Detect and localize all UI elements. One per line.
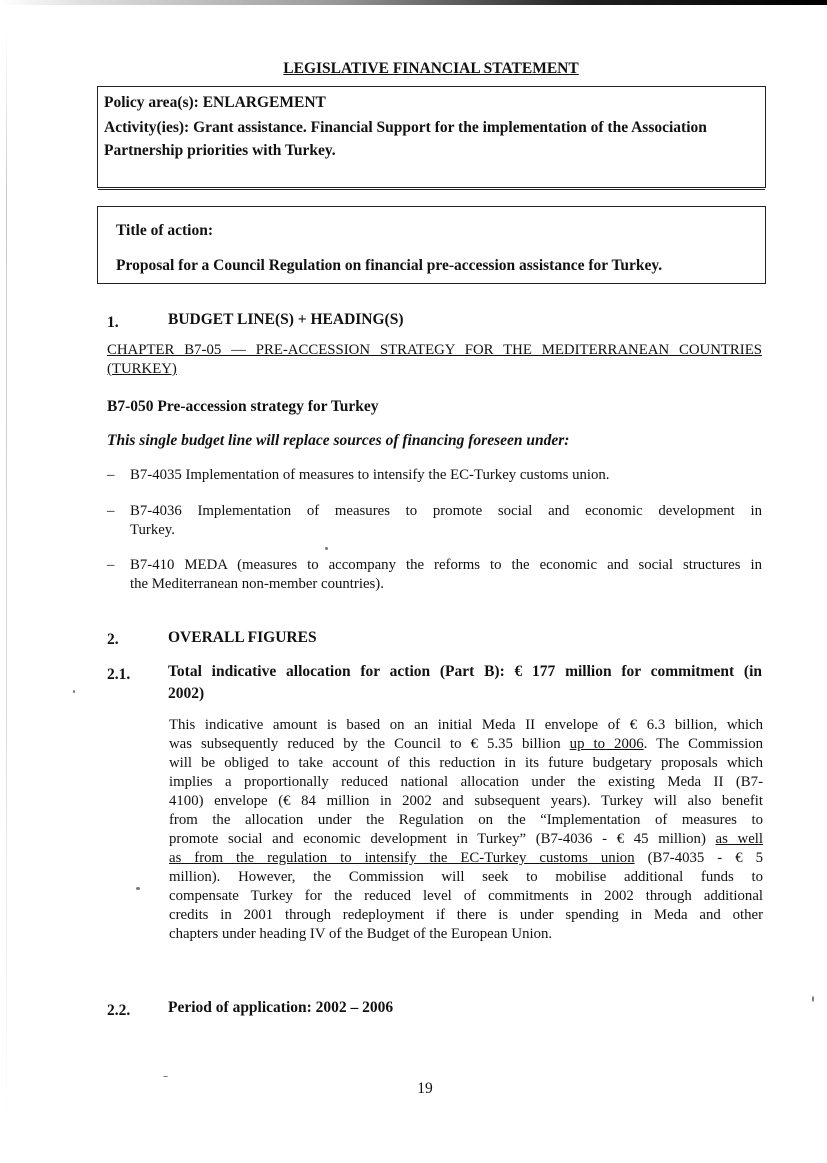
page-number: 19 <box>417 1080 433 1097</box>
policy-box <box>97 86 766 188</box>
section-1-number: 1. <box>107 314 119 331</box>
text-run: . The Commission <box>643 736 763 752</box>
section-2-2-number: 2.2. <box>107 1002 131 1019</box>
scan-speck <box>163 1076 168 1077</box>
text-run: was subsequently reduced by the Council to € 5.35 billion <box>169 736 570 752</box>
bullet-text-line-2: Turkey. <box>130 522 175 538</box>
budget-line: B7-050 Pre-accession strategy for Turkey <box>107 398 379 415</box>
paragraph-line <box>169 735 763 754</box>
bullet-item <box>107 466 762 485</box>
paragraph-line: will be obliged to take account of this reduction in its future budgetary proposals which <box>169 755 763 771</box>
text-run: (B7-4035 - € 5 <box>634 850 763 866</box>
section-2-1-heading-line-1: Total indicative allocation for action (Part B): € 177 million for commitment (in <box>168 663 762 680</box>
paragraph-line: million). However, the Commission will seek to mobilise additional funds to <box>169 869 763 885</box>
box-rule <box>98 189 765 190</box>
allocation-paragraph <box>169 716 763 944</box>
paragraph-line: from the allocation under the Regulation on the “Implementation of measures to <box>169 812 763 828</box>
bullet-item <box>107 556 762 594</box>
section-2-1-heading-line-2: 2002) <box>168 685 205 702</box>
underlined-text: as from the regulation to intensify the EC-Turkey customs union <box>169 850 635 866</box>
scan-edge <box>0 0 827 5</box>
paragraph-line: implies a proportionally reduced national allocation under the existing Meda II (B7- <box>169 774 763 790</box>
policy-area: Policy area(s): ENLARGEMENT <box>104 94 326 111</box>
bullet-text-line-1: B7-4035 Implementation of measures to intensify the EC-Turkey customs union. <box>130 467 610 483</box>
title-of-action: Proposal for a Council Regulation on financial pre-accession assistance for Turkey. <box>116 257 663 274</box>
document-title: LEGISLATIVE FINANCIAL STATEMENT <box>283 60 579 77</box>
bullet-text-line-1: B7-4036 Implementation of measures to promote social and economic development in <box>130 503 762 519</box>
section-2-heading: OVERALL FIGURES <box>168 629 317 646</box>
dash: – <box>107 467 115 483</box>
bullet-item <box>107 502 762 540</box>
paragraph-line: 4100) envelope (€ 84 million in 2002 and subsequent years). Turkey will also benefit <box>169 793 763 809</box>
scan-speck <box>325 547 328 550</box>
dash: – <box>107 557 115 573</box>
scan-speck <box>136 887 140 890</box>
chapter-line-2: (TURKEY) <box>107 361 177 377</box>
paragraph-line: This indicative amount is based on an initial Meda II envelope of € 6.3 billion, which <box>169 717 763 733</box>
replace-note: This single budget line will replace sources of financing foreseen under: <box>107 432 570 449</box>
activity-line-1: Activity(ies): Grant assistance. Financial Support for the implementation of the Association <box>104 119 707 136</box>
action-box <box>97 206 766 284</box>
paragraph-line <box>169 830 763 849</box>
paragraph-line: credits in 2001 through redeployment if there is under spending in Meda and other <box>169 907 763 923</box>
underlined-text: up to 2006 <box>569 736 644 752</box>
text-run: promote social and economic development in Turkey” (B7-4036 - € 45 million) <box>169 831 716 847</box>
section-2-2-heading: Period of application: 2002 – 2006 <box>168 999 394 1016</box>
paragraph-line <box>169 849 763 868</box>
activity-line-2: Partnership priorities with Turkey. <box>104 142 336 159</box>
paragraph-line: chapters under heading IV of the Budget of the European Union. <box>169 926 553 942</box>
section-2-number: 2. <box>107 631 119 648</box>
underlined-text: as well <box>715 831 763 847</box>
scan-margin <box>6 30 7 1130</box>
section-1-heading: BUDGET LINE(S) + HEADING(S) <box>168 311 404 328</box>
scan-speck <box>812 996 814 1002</box>
title-of-action-label: Title of action: <box>116 222 214 239</box>
bullet-text-line-1: B7-410 MEDA (measures to accompany the reforms to the economic and social structures in <box>130 557 762 573</box>
section-2-1-number: 2.1. <box>107 666 131 683</box>
bullet-text-line-2: the Mediterranean non-member countries). <box>130 576 384 592</box>
dash: – <box>107 503 115 519</box>
chapter-line-1: CHAPTER B7-05 — PRE-ACCESSION STRATEGY FOR THE MEDITERRANEAN COUNTRIES <box>107 342 762 358</box>
paragraph-line: compensate Turkey for the reduced level of commitments in 2002 through additional <box>169 888 763 904</box>
scan-speck <box>73 690 75 693</box>
